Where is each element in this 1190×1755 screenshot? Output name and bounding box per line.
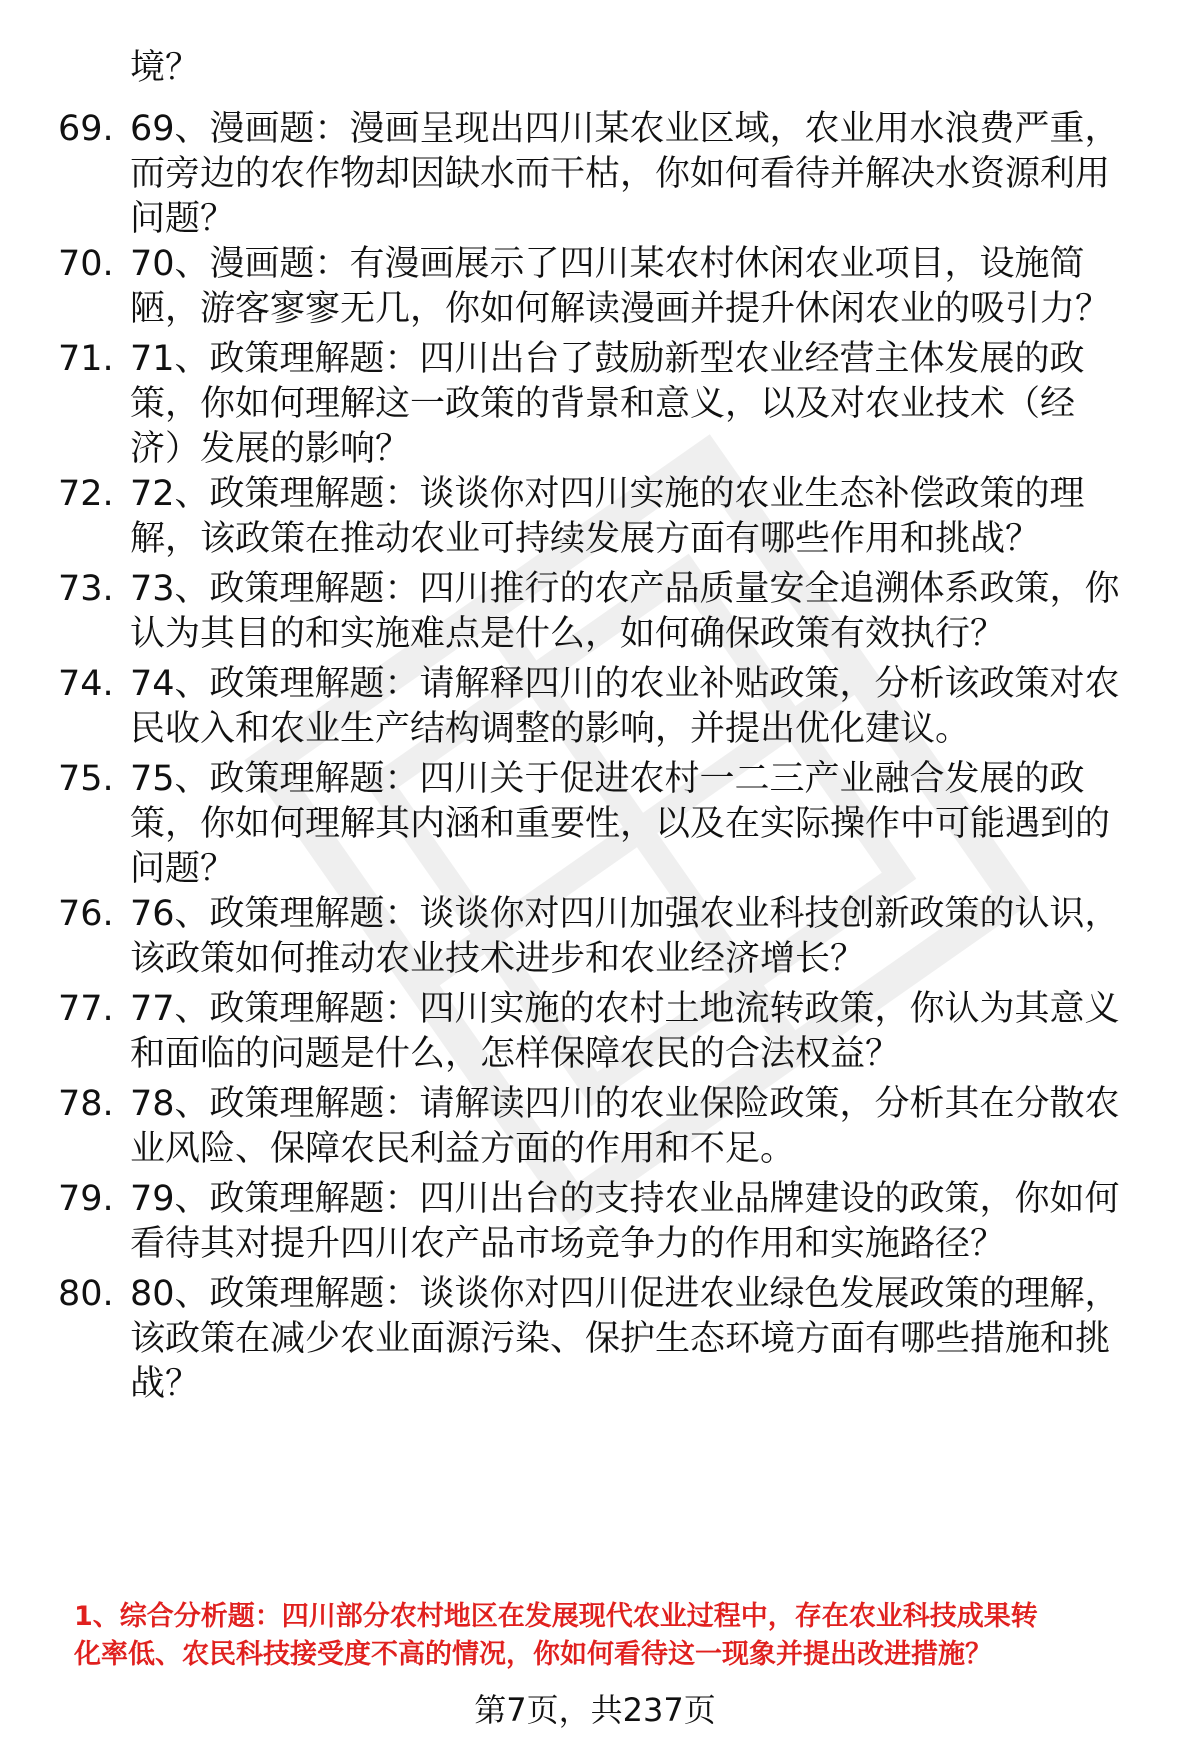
- question-line: 74、政策理解题：请解释四川的农业补贴政策，分析该政策对农: [130, 664, 1120, 704]
- page-footer: 第7页，共237页: [474, 1691, 716, 1729]
- question-number: 75.: [58, 759, 114, 799]
- question-line: 而旁边的农作物却因缺水而干枯，你如何看待并解决水资源利用: [130, 154, 1111, 194]
- continuation-text: 境？: [130, 48, 201, 88]
- question-text: [130, 1272, 1140, 1407]
- question-line: 策，你如何理解其内涵和重要性，以及在实际操作中可能遇到的: [130, 804, 1111, 844]
- question-text: [130, 567, 1140, 657]
- highlight-question: [74, 1598, 1134, 1674]
- question-text: [130, 1082, 1140, 1172]
- question-line: 问题？: [130, 849, 236, 889]
- question-number: 77.: [58, 989, 114, 1029]
- question-text: [130, 1177, 1140, 1267]
- question-line: 和面临的问题是什么，怎样保障农民的合法权益？: [130, 1034, 901, 1074]
- question-line: 77、政策理解题：四川实施的农村土地流转政策，你认为其意义: [130, 989, 1120, 1029]
- question-line: 78、政策理解题：请解读四川的农业保险政策，分析其在分散农: [130, 1084, 1120, 1124]
- question-text: [130, 892, 1140, 982]
- highlight-line: 1、综合分析题：四川部分农村地区在发展现代农业过程中，存在农业科技成果转: [74, 1601, 1038, 1632]
- question-number: 71.: [58, 339, 114, 379]
- question-number: 72.: [58, 474, 114, 514]
- highlight-line: 化率低、农民科技接受度不高的情况，你如何看待这一现象并提出改进措施？: [74, 1639, 992, 1670]
- question-line: 陋，游客寥寥无几，你如何解读漫画并提升休闲农业的吸引力？: [130, 289, 1111, 329]
- question-number: 74.: [58, 664, 114, 704]
- question-line: 该政策如何推动农业技术进步和农业经济增长？: [130, 939, 866, 979]
- question-number: 70.: [58, 244, 114, 284]
- question-number: 80.: [58, 1274, 114, 1314]
- question-number: 79.: [58, 1179, 114, 1219]
- question-text: [130, 337, 1140, 472]
- question-line: 业风险、保障农民利益方面的作用和不足。: [130, 1129, 796, 1169]
- question-line: 问题？: [130, 199, 236, 239]
- question-text: [130, 757, 1140, 892]
- question-line: 策，你如何理解这一政策的背景和意义，以及对农业技术（经: [130, 384, 1076, 424]
- question-line: 75、政策理解题：四川关于促进农村一二三产业融合发展的政: [130, 759, 1085, 799]
- question-text: [130, 107, 1140, 242]
- question-text: [130, 662, 1140, 752]
- question-number: 69.: [58, 109, 114, 149]
- question-number: 78.: [58, 1084, 114, 1124]
- question-line: 认为其目的和实施难点是什么，如何确保政策有效执行？: [130, 614, 1006, 654]
- question-line: 80、政策理解题：谈谈你对四川促进农业绿色发展政策的理解，: [130, 1274, 1120, 1314]
- question-text: [130, 987, 1140, 1077]
- question-line: 济）发展的影响？: [130, 429, 411, 469]
- question-line: 战？: [130, 1364, 201, 1404]
- question-line: 69、漫画题：漫画呈现出四川某农业区域，农业用水浪费严重，: [130, 109, 1120, 149]
- question-number: 73.: [58, 569, 114, 609]
- question-line: 民收入和农业生产结构调整的影响，并提出优化建议。: [130, 709, 971, 749]
- question-line: 76、政策理解题：谈谈你对四川加强农业科技创新政策的认识，: [130, 894, 1120, 934]
- question-number: 76.: [58, 894, 114, 934]
- question-line: 解，该政策在推动农业可持续发展方面有哪些作用和挑战？: [130, 519, 1041, 559]
- question-line: 看待其对提升四川农产品市场竞争力的作用和实施路径？: [130, 1224, 1006, 1264]
- question-line: 73、政策理解题：四川推行的农产品质量安全追溯体系政策，你: [130, 569, 1120, 609]
- question-line: 该政策在减少农业面源污染、保护生态环境方面有哪些措施和挑: [130, 1319, 1111, 1359]
- question-line: 79、政策理解题：四川出台的支持农业品牌建设的政策，你如何: [130, 1179, 1120, 1219]
- question-text: [130, 472, 1140, 562]
- question-line: 72、政策理解题：谈谈你对四川实施的农业生态补偿政策的理: [130, 474, 1085, 514]
- question-text: [130, 242, 1140, 332]
- question-line: 70、漫画题：有漫画展示了四川某农村休闲农业项目，设施简: [130, 244, 1085, 284]
- question-line: 71、政策理解题：四川出台了鼓励新型农业经营主体发展的政: [130, 339, 1085, 379]
